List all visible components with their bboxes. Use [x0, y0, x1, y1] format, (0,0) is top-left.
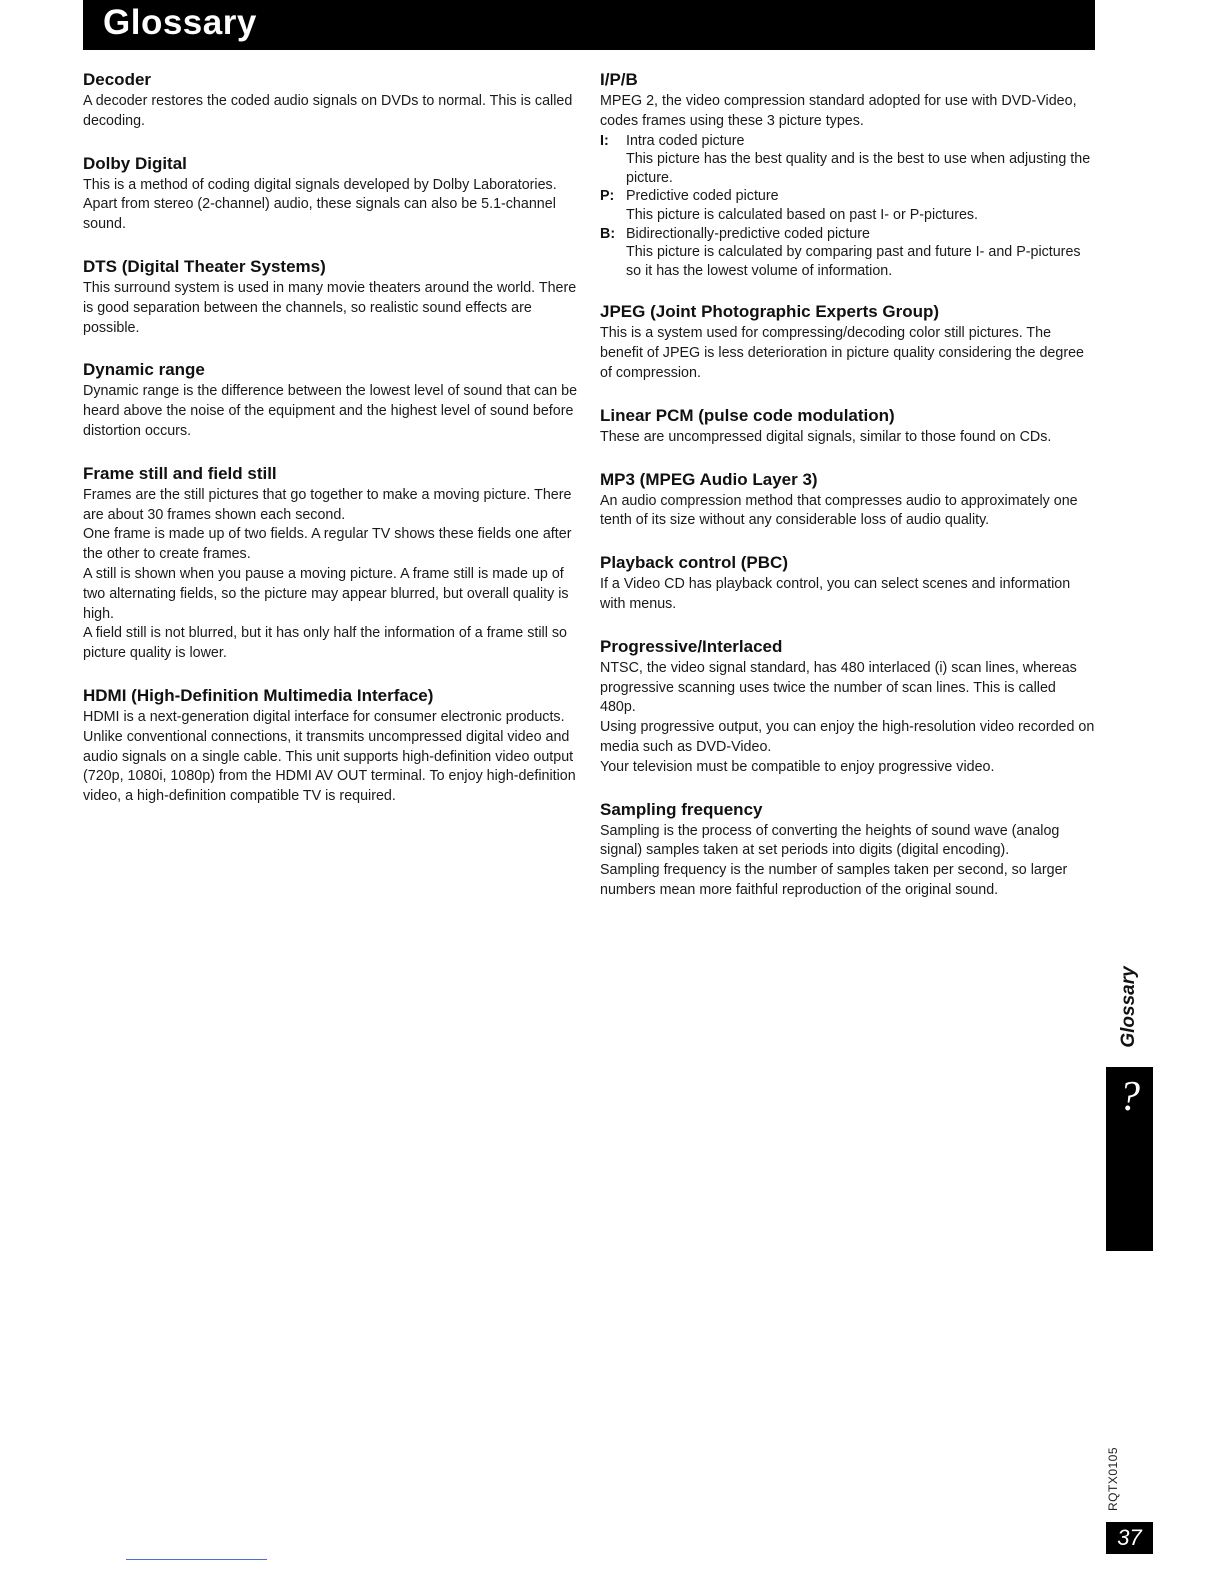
glossary-entry-mp3-mpeg-audio-layer-3 — [600, 468, 1095, 532]
glossary-entry-decoder — [83, 68, 578, 132]
picture-type-item — [600, 225, 1095, 281]
entry-term: Sampling frequency — [600, 799, 763, 819]
entry-term: Progressive/Interlaced — [600, 636, 783, 656]
section-tab — [1106, 1067, 1153, 1251]
entry-text: These are uncompressed digital signals, similar to those found on CDs. — [600, 428, 1052, 445]
picture-type-name: Predictive coded picture — [626, 188, 779, 205]
glossary-entry-dynamic-range — [83, 358, 578, 441]
question-mark-icon: ? — [1119, 1074, 1140, 1120]
glossary-entry-playback-control-pbc — [600, 551, 1095, 615]
entry-text: Sampling is the process of converting the heights of sound wave (analog signal) samples taken at set periods into digits (digital encoding). — [600, 822, 1060, 859]
page-title: Glossary — [103, 3, 257, 42]
picture-type-letter: B: — [600, 225, 616, 242]
entry-text: If a Video CD has playback control, you can select scenes and information with menus. — [600, 576, 1071, 612]
entry-term: Linear PCM (pulse code modulation) — [600, 405, 895, 425]
picture-type-body — [626, 225, 1095, 281]
picture-type-list — [600, 132, 1095, 281]
glossary-entry-progressive-interlaced — [600, 635, 1095, 778]
entry-term: Dolby Digital — [83, 153, 187, 173]
picture-type-item — [600, 132, 1095, 188]
glossary-entry-dts-digital-theater-systems — [83, 255, 578, 338]
glossary-entry-ipb — [600, 68, 1095, 280]
entry-text: This is a system used for compressing/decoding color still pictures. The benefit of JPEG is less deterioration in picture quality considering the degree of compression. — [600, 325, 1084, 381]
entry-term: Dynamic range — [83, 360, 205, 380]
document-code-text: RQTX0105 — [1106, 1446, 1120, 1512]
entry-text: HDMI is a next-generation digital interface for consumer electronic products. Unlike conventional connections, it transmits uncompressed digital video and audio signals on a single cable. This unit supports high-definition video output (720p, 1080i, 1080p) from the HDMI AV OUT terminal. To enjoy high-definition video, a high-definition compatible TV is required. — [83, 708, 576, 805]
picture-type-desc: This picture is calculated by comparing past and future I- and P-pictures so it has the lowest volume of information. — [626, 244, 1081, 279]
left-column — [83, 68, 578, 827]
title-bar — [83, 0, 1095, 50]
entry-text: MPEG 2, the video compression standard adopted for use with DVD-Video, codes frames using these 3 picture types. — [600, 93, 1077, 129]
entry-text: Your television must be compatible to enjoy progressive video. — [600, 758, 995, 775]
picture-type-body — [626, 187, 1095, 224]
entry-text: A decoder restores the coded audio signals on DVDs to normal. This is called decoding. — [83, 93, 573, 129]
glossary-entry-dolby-digital — [83, 152, 578, 235]
picture-type-desc: This picture has the best quality and is the best to use when adjusting the picture. — [626, 151, 1091, 186]
glossary-entry-sampling-frequency — [600, 798, 1095, 901]
glossary-entry-jpeg-joint-photographic-experts-group — [600, 300, 1095, 383]
entry-text: An audio compression method that compresses audio to approximately one tenth of its size without any considerable loss of audio quality. — [600, 492, 1078, 529]
glossary-entry-linear-pcm-pulse-code-modulation — [600, 404, 1095, 448]
entry-text: Using progressive output, you can enjoy the high-resolution video recorded on media such as DVD-Video. — [600, 719, 1095, 755]
page-number: 37 — [1106, 1522, 1153, 1554]
right-column — [600, 68, 1095, 921]
entry-term: Decoder — [83, 70, 152, 89]
glossary-entry-frame-still-and-field-still — [83, 462, 578, 664]
glossary-entry-hdmi-high-definition-multimedia-interface — [83, 684, 578, 807]
entry-text: This surround system is used in many movie theaters around the world. There is good separation between the channels, so realistic sound effects are possible. — [83, 279, 577, 336]
entry-term: Frame still and field still — [83, 463, 277, 483]
entry-text: NTSC, the video signal standard, has 480 interlaced (i) scan lines, whereas progressive scanning uses twice the number of scan lines. This is called 480p. — [600, 659, 1077, 716]
right-entries — [600, 300, 1095, 900]
picture-type-name: Bidirectionally-predictive coded picture — [626, 225, 870, 242]
entry-text: This is a method of coding digital signals developed by Dolby Laboratories. Apart from stereo (2-channel) audio, these signals can also be 5.1-channel sound. — [83, 176, 557, 233]
picture-type-name: Intra coded picture — [626, 132, 745, 149]
entry-term: JPEG (Joint Photographic Experts Group) — [600, 302, 940, 322]
side-label-text: Glossary — [1118, 966, 1139, 1048]
section-side-label — [1106, 962, 1152, 1052]
picture-type-letter: I: — [600, 132, 609, 149]
picture-type-body — [626, 132, 1095, 188]
document-code — [1098, 1440, 1128, 1518]
picture-type-item — [600, 187, 1095, 224]
picture-type-desc: This picture is calculated based on past I- or P-pictures. — [626, 206, 979, 223]
entry-text: Sampling frequency is the number of samples taken per second, so larger numbers mean more faithful reproduction of the original sound. — [600, 862, 1068, 898]
entry-text: A still is shown when you pause a moving picture. A frame still is made up of two alternating fields, so the picture may appear blurred, but overall quality is high. — [83, 565, 569, 622]
picture-type-letter: P: — [600, 188, 615, 205]
entry-term: MP3 (MPEG Audio Layer 3) — [600, 469, 818, 489]
entry-term: DTS (Digital Theater Systems) — [83, 256, 326, 276]
entry-term: I/P/B — [600, 70, 638, 89]
entry-text: A field still is not blurred, but it has only half the information of a frame still so picture quality is lower. — [83, 625, 567, 662]
bottom-rule — [126, 1559, 267, 1560]
entry-text: Frames are the still pictures that go together to make a moving picture. There are about 30 frames shown each second. — [83, 486, 572, 523]
entry-text: Dynamic range is the difference between the lowest level of sound that can be heard above the noise of the equipment and the highest level of sound before distortion occurs. — [83, 383, 578, 439]
entry-text: One frame is made up of two fields. A regular TV shows these fields one after the other to create frames. — [83, 526, 572, 563]
entry-term: Playback control (PBC) — [600, 553, 788, 573]
entry-term: HDMI (High-Definition Multimedia Interface) — [83, 685, 434, 705]
